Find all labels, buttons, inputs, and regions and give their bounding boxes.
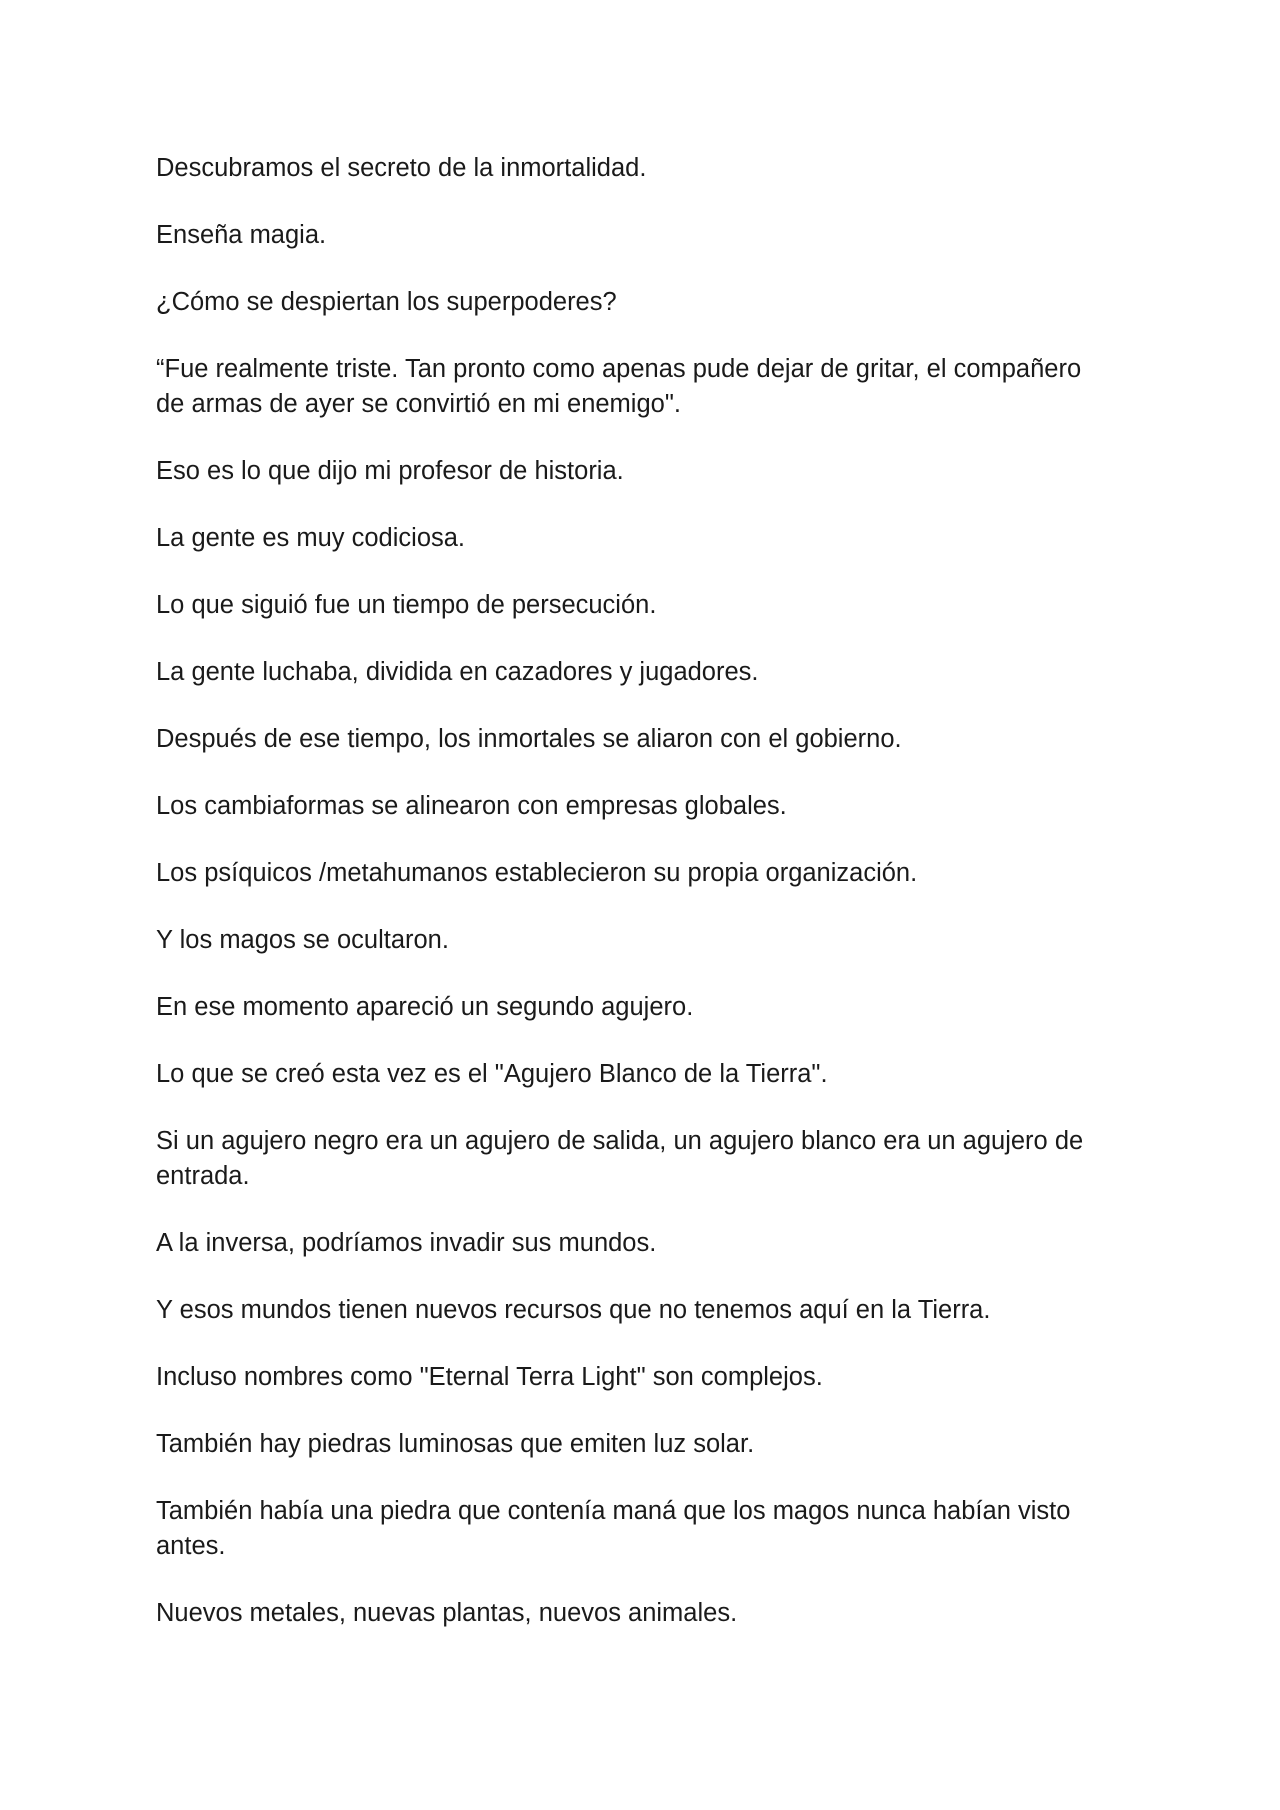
- paragraph: ¿Cómo se despiertan los superpoderes?: [156, 288, 617, 316]
- paragraph: Los psíquicos /metahumanos establecieron su propia organización.: [156, 859, 918, 887]
- paragraph: También hay piedras luminosas que emiten luz solar.: [156, 1430, 755, 1458]
- paragraph: Descubramos el secreto de la inmortalidad.: [156, 154, 647, 182]
- paragraph: Y esos mundos tienen nuevos recursos que no tenemos aquí en la Tierra.: [156, 1296, 991, 1324]
- paragraph: Enseña magia.: [156, 221, 327, 249]
- paragraph: Lo que se creó esta vez es el "Agujero Blanco de la Tierra".: [156, 1060, 828, 1088]
- paragraph: Los cambiaformas se alinearon con empresas globales.: [156, 792, 787, 820]
- paragraph: También había una piedra que contenía maná que los magos nunca habían visto antes.: [156, 1497, 1071, 1560]
- paragraph: Después de ese tiempo, los inmortales se aliaron con el gobierno.: [156, 725, 902, 753]
- paragraph: Lo que siguió fue un tiempo de persecución.: [156, 591, 657, 619]
- paragraph: “Fue realmente triste. Tan pronto como apenas pude dejar de gritar, el compañero de armas de ayer se convirtió en mi enemigo".: [156, 355, 1082, 418]
- paragraph: La gente es muy codiciosa.: [156, 524, 466, 552]
- document-body: [156, 151, 1116, 1663]
- paragraph: En ese momento apareció un segundo agujero.: [156, 993, 694, 1021]
- paragraph: A la inversa, podríamos invadir sus mundos.: [156, 1229, 657, 1257]
- paragraph: Nuevos metales, nuevas plantas, nuevos animales.: [156, 1599, 738, 1627]
- paragraph: Incluso nombres como "Eternal Terra Light" son complejos.: [156, 1363, 823, 1391]
- paragraph: Si un agujero negro era un agujero de salida, un agujero blanco era un agujero de entrada.: [156, 1127, 1084, 1190]
- paragraph: Y los magos se ocultaron.: [156, 926, 449, 954]
- paragraph: Eso es lo que dijo mi profesor de historia.: [156, 457, 624, 485]
- paragraph: La gente luchaba, dividida en cazadores y jugadores.: [156, 658, 759, 686]
